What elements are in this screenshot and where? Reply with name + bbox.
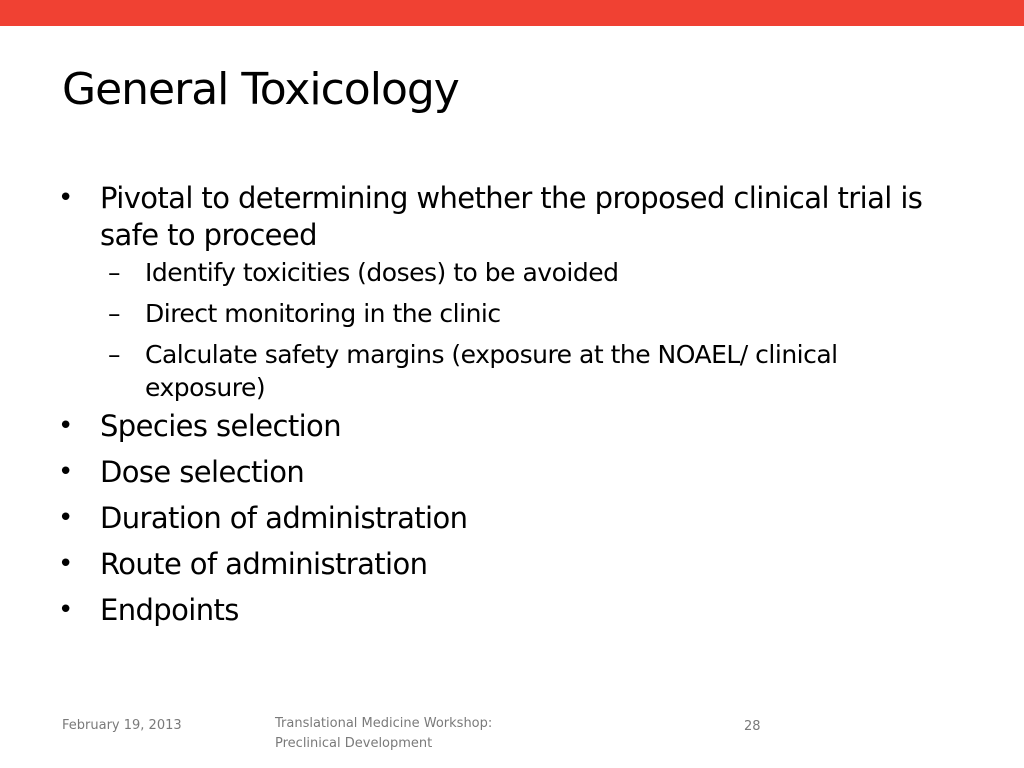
bullet-marker: •: [58, 457, 73, 487]
sub-bullet-marker: –: [108, 340, 120, 369]
sub-bullet-text: Identify toxicities (doses) to be avoided: [145, 258, 619, 287]
bullet-item: [58, 592, 958, 629]
sub-bullet-marker: –: [108, 299, 120, 328]
footer-title-line-2: Preclinical Development: [275, 736, 433, 751]
sub-bullet-item: [108, 338, 958, 404]
bullet-marker: •: [58, 549, 73, 579]
bullet-item: [58, 500, 958, 537]
bullet-text: Duration of administration: [100, 501, 468, 535]
bullet-text: Pivotal to determining whether the proposed clinical trial is safe to proceed: [100, 181, 923, 252]
bullet-text: Endpoints: [100, 593, 239, 627]
bullet-marker: •: [58, 503, 73, 533]
bullet-text: Species selection: [100, 409, 341, 443]
bullet-list: [58, 180, 958, 629]
footer-title-line-1: Translational Medicine Workshop:: [275, 716, 493, 731]
sub-bullet-list: [108, 256, 958, 404]
bullet-text: Route of administration: [100, 547, 428, 581]
slide-title: General Toxicology: [62, 64, 459, 115]
sub-bullet-text: Direct monitoring in the clinic: [145, 299, 501, 328]
bullet-marker: •: [58, 595, 73, 625]
sub-bullet-text: Calculate safety margins (exposure at the NOAEL/ clinical exposure): [145, 340, 838, 402]
bullet-item: [58, 408, 958, 445]
bullet-text: Dose selection: [100, 455, 305, 489]
bullet-marker: •: [58, 183, 73, 213]
footer-title: [275, 714, 492, 754]
page-number: 28: [744, 719, 761, 734]
bullet-item: [58, 180, 958, 254]
sub-bullet-marker: –: [108, 258, 120, 287]
sub-bullet-item: [108, 297, 958, 330]
bullet-marker: •: [58, 411, 73, 441]
sub-bullet-item: [108, 256, 958, 289]
bullet-item: [58, 454, 958, 491]
accent-bar: [0, 0, 1024, 26]
footer-date: February 19, 2013: [62, 718, 182, 733]
bullet-item: [58, 546, 958, 583]
